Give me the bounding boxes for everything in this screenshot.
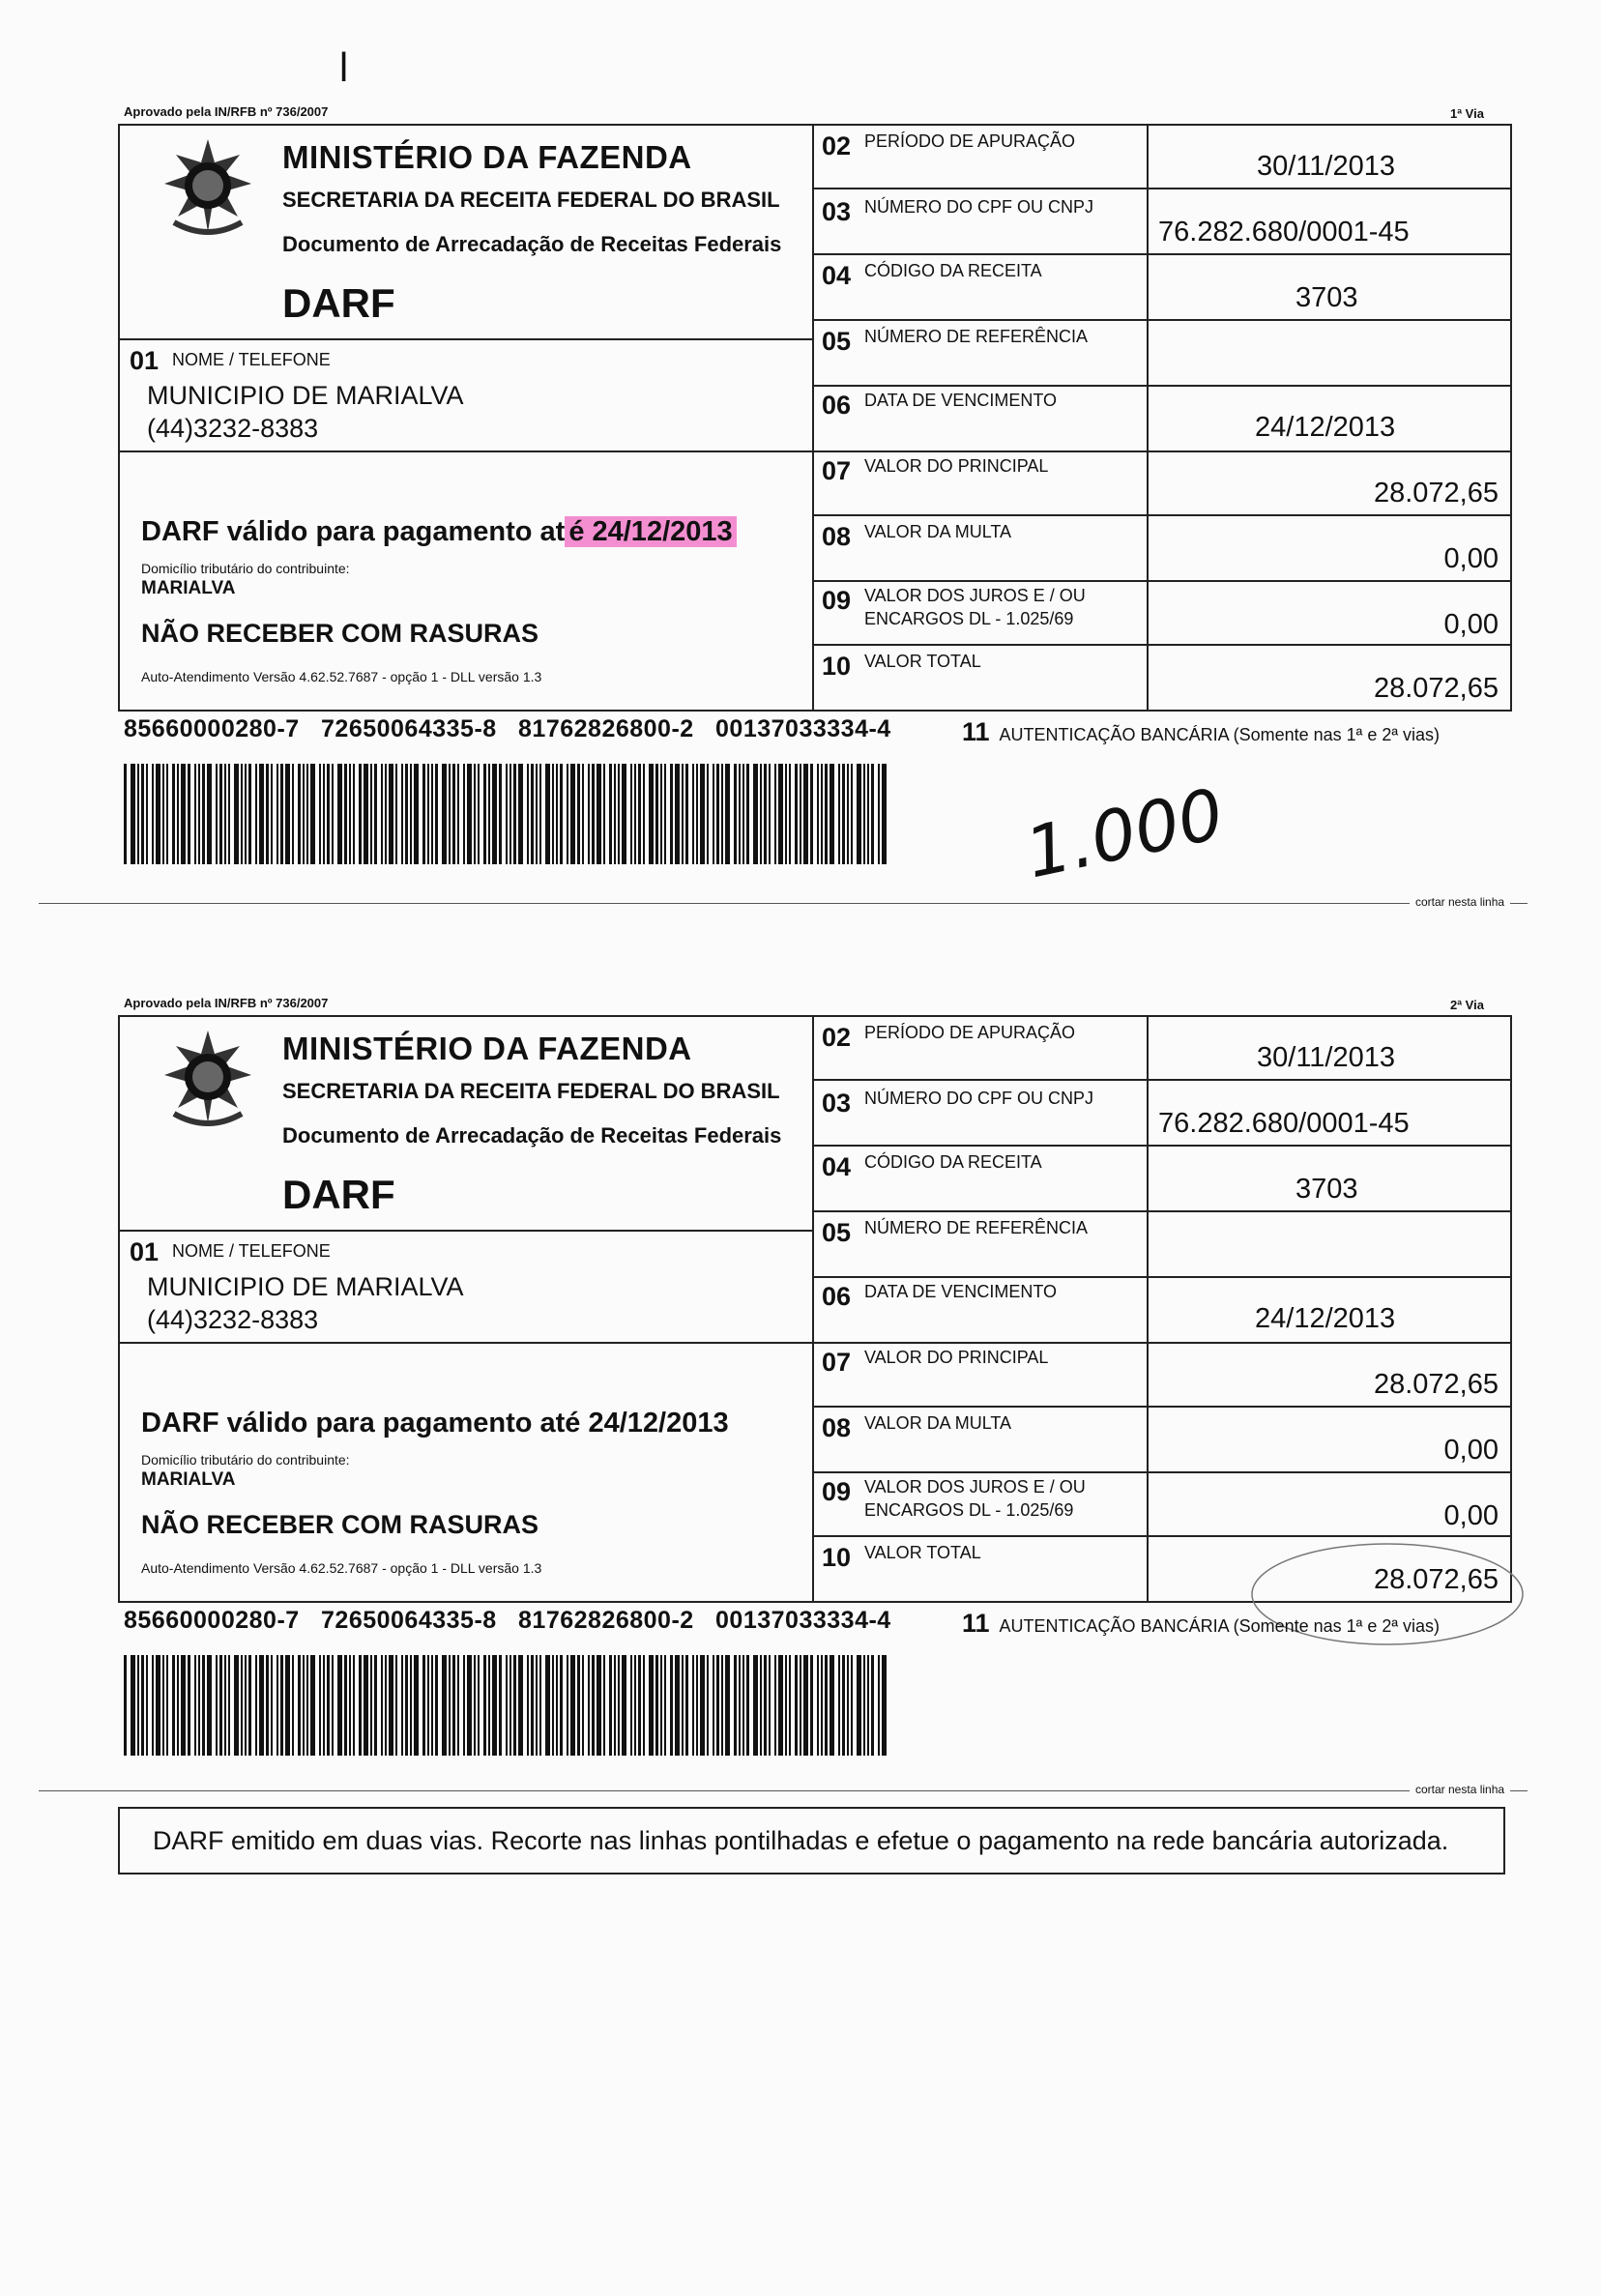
taxpayer-phone: (44)3232-8383 (147, 1305, 319, 1334)
field-09-label-line2: ENCARGOS DL - 1.025/69 (864, 609, 1074, 628)
field-05-number: 05 (822, 1218, 852, 1247)
self-service-version: Auto-Atendimento Versão 4.62.52.7687 - opção 1 - DLL versão 1.3 (141, 1560, 542, 1576)
cut-line-label: cortar nesta linha (1410, 895, 1510, 909)
field-04-label: CÓDIGO DA RECEITA (864, 1152, 1042, 1172)
field-07-label: VALOR DO PRINCIPAL (864, 1348, 1049, 1367)
taxpayer-name: MUNICIPIO DE MARIALVA (147, 381, 464, 410)
field-07-label: VALOR DO PRINCIPAL (864, 456, 1049, 476)
field-10-value: 28.072,65 (1373, 1564, 1499, 1595)
field-07-number: 07 (822, 1348, 852, 1377)
field-11-bank-authentication (962, 717, 1440, 747)
field-11-label: AUTENTICAÇÃO BANCÁRIA (Somente nas 1ª e 2ª vias) (999, 1616, 1441, 1636)
footer-note-box (118, 1807, 1505, 1875)
field-03-number: 03 (822, 197, 852, 226)
darf-via-1 (0, 0, 1601, 909)
footer-note: DARF emitido em duas vias. Recorte nas linhas pontilhadas e efetue o pagamento na rede bancária autorizada. (153, 1826, 1449, 1855)
domicile-city: MARIALVA (141, 578, 236, 598)
taxpayer-name: MUNICIPIO DE MARIALVA (147, 1272, 464, 1301)
field-08-label: VALOR DA MULTA (864, 522, 1012, 541)
field-03-number: 03 (822, 1089, 852, 1118)
field-05-label: NÚMERO DE REFERÊNCIA (864, 1218, 1089, 1237)
approved-label: Aprovado pela IN/RFB nº 736/2007 (124, 104, 329, 119)
field-07-number: 07 (822, 456, 852, 485)
field-07-value: 28.072,65 (1373, 478, 1499, 509)
secretariat-title: SECRETARIA DA RECEITA FEDERAL DO BRASIL (282, 1079, 780, 1103)
via-label: 2ª Via (1450, 998, 1484, 1012)
domicile-city: MARIALVA (141, 1469, 236, 1490)
barcode-digits: 85660000280-7 72650064335-8 81762826800-2 00137033334-4 (124, 715, 891, 742)
approved-label: Aprovado pela IN/RFB nº 736/2007 (124, 996, 329, 1010)
barcode (124, 764, 888, 864)
field-06-value: 24/12/2013 (1255, 1303, 1396, 1334)
field-01-number: 01 (130, 1237, 160, 1266)
cut-line-label: cortar nesta linha (1410, 1783, 1510, 1796)
field-10-number: 10 (822, 1543, 852, 1572)
field-09-label: VALOR DOS JUROS E / OU (864, 1477, 1086, 1497)
field-04-value: 3703 (1295, 282, 1358, 313)
field-04-value: 3703 (1295, 1174, 1358, 1205)
field-09-label: VALOR DOS JUROS E / OU (864, 586, 1086, 605)
field-04-number: 04 (822, 1152, 852, 1181)
valid-until-text: DARF válido para pagamento até 24/12/2013 (141, 1408, 729, 1439)
field-11-number: 11 (962, 1609, 990, 1638)
field-10-value: 28.072,65 (1373, 673, 1499, 704)
field-08-value: 0,00 (1443, 543, 1499, 574)
field-06-number: 06 (822, 1282, 852, 1311)
field-11-number: 11 (962, 717, 990, 746)
self-service-version: Auto-Atendimento Versão 4.62.52.7687 - opção 1 - DLL versão 1.3 (141, 669, 542, 684)
field-01-label: NOME / TELEFONE (172, 1241, 331, 1261)
field-02-label: PERÍODO DE APURAÇÃO (864, 1023, 1076, 1042)
field-08-number: 08 (822, 522, 852, 551)
no-erasure-warning: NÃO RECEBER COM RASURAS (141, 619, 539, 648)
coat-of-arms-icon (155, 1027, 261, 1133)
field-06-number: 06 (822, 391, 852, 420)
barcode-digits: 85660000280-7 72650064335-8 81762826800-2 00137033334-4 (124, 1607, 891, 1634)
darf-title: DARF (282, 280, 395, 326)
coat-of-arms-icon (155, 135, 261, 242)
ministry-title: MINISTÉRIO DA FAZENDA (282, 139, 692, 175)
field-09-number: 09 (822, 1477, 852, 1506)
field-05-label: NÚMERO DE REFERÊNCIA (864, 327, 1089, 346)
field-09-value: 0,00 (1443, 1500, 1499, 1531)
field-01-label: NOME / TELEFONE (172, 350, 331, 369)
cut-line (39, 1790, 1528, 1791)
document-title: Documento de Arrecadação de Receitas Federais (282, 232, 782, 256)
field-02-label: PERÍODO DE APURAÇÃO (864, 131, 1076, 151)
highlighted-date: é 24/12/2013 (565, 516, 736, 547)
field-11-label: AUTENTICAÇÃO BANCÁRIA (Somente nas 1ª e 2ª vias) (999, 725, 1441, 744)
domicile-label: Domicílio tributário do contribuinte: (141, 1452, 350, 1468)
field-06-label: DATA DE VENCIMENTO (864, 391, 1058, 410)
field-03-value: 76.282.680/0001-45 (1158, 217, 1410, 247)
handwritten-mark-top: l (338, 46, 350, 91)
field-02-number: 02 (822, 1023, 852, 1052)
field-09-value: 0,00 (1443, 609, 1499, 640)
valid-until-text: DARF válido para pagamento at é 24/12/2013 (141, 516, 737, 548)
barcode (124, 1655, 888, 1756)
taxpayer-phone: (44)3232-8383 (147, 414, 319, 443)
field-06-value: 24/12/2013 (1255, 412, 1396, 443)
field-08-number: 08 (822, 1413, 852, 1442)
via-label: 1ª Via (1450, 106, 1484, 121)
field-09-label-line2: ENCARGOS DL - 1.025/69 (864, 1500, 1074, 1520)
field-10-label: VALOR TOTAL (864, 1543, 981, 1562)
field-07-value: 28.072,65 (1373, 1369, 1499, 1400)
document-title: Documento de Arrecadação de Receitas Federais (282, 1123, 782, 1148)
secretariat-title: SECRETARIA DA RECEITA FEDERAL DO BRASIL (282, 188, 780, 212)
handwritten-note: 1.000 (1018, 772, 1231, 894)
field-11-bank-authentication (962, 1609, 1440, 1639)
field-02-value: 30/11/2013 (1257, 1042, 1395, 1073)
darf-title: DARF (282, 1172, 395, 1217)
field-08-label: VALOR DA MULTA (864, 1413, 1012, 1433)
field-08-value: 0,00 (1443, 1435, 1499, 1466)
field-06-label: DATA DE VENCIMENTO (864, 1282, 1058, 1301)
field-02-number: 02 (822, 131, 852, 160)
field-03-label: NÚMERO DO CPF OU CNPJ (864, 1089, 1094, 1108)
field-03-value: 76.282.680/0001-45 (1158, 1108, 1410, 1139)
field-02-value: 30/11/2013 (1257, 151, 1395, 182)
darf-via-2 (0, 891, 1601, 1796)
ministry-title: MINISTÉRIO DA FAZENDA (282, 1031, 692, 1066)
field-09-number: 09 (822, 586, 852, 615)
field-01-number: 01 (130, 346, 160, 375)
no-erasure-warning: NÃO RECEBER COM RASURAS (141, 1510, 539, 1539)
field-05-number: 05 (822, 327, 852, 356)
field-03-label: NÚMERO DO CPF OU CNPJ (864, 197, 1094, 217)
field-04-number: 04 (822, 261, 852, 290)
domicile-label: Domicílio tributário do contribuinte: (141, 561, 350, 576)
field-10-label: VALOR TOTAL (864, 652, 981, 671)
field-10-number: 10 (822, 652, 852, 681)
field-04-label: CÓDIGO DA RECEITA (864, 261, 1042, 280)
